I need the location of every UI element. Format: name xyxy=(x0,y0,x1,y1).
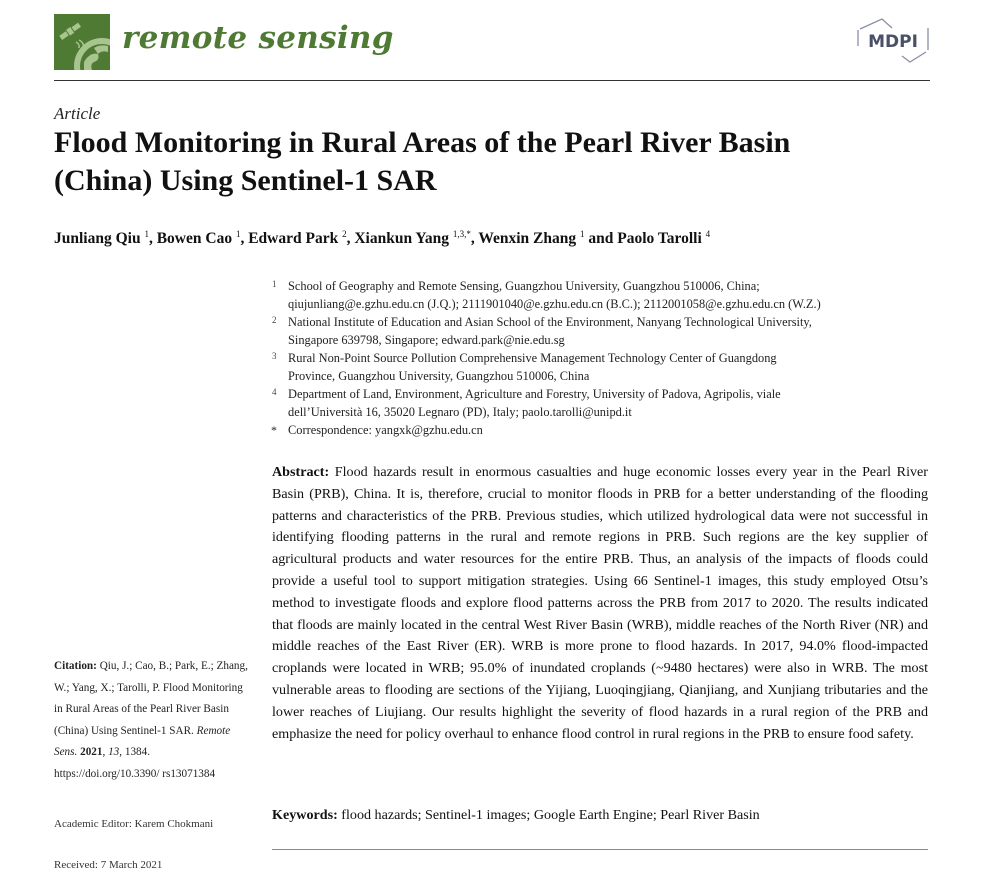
author[interactable]: Bowen Cao $^1$ xyxy=(156,229,241,248)
affiliation-item: 3 Rural Non-Point Source Pollution Comprehensive Management Technology Center of Guangdong Province, Guangzhou University, Guangzhou 510006, China xyxy=(272,351,777,383)
author[interactable]: Wenxin Zhang $^1$ xyxy=(478,229,585,248)
mdpi-logo xyxy=(856,16,930,64)
author[interactable]: Xiankun Yang $^{1,3,*}$ xyxy=(354,229,471,248)
citation: Citation: Qiu, J.; Cao, B.; Park, E.; Zhang, W.; Yang, X.; Tarolli, P. Flood Monitoring in Rural Areas of the Pearl River Basin (China) Using Sentinel-1 SAR. Remote Sens. 2021, 13, 1384. https://doi.org/10.3390/ rs13071384 xyxy=(54,660,248,780)
svg-text:MDPI: MDPI xyxy=(868,32,918,52)
affiliation-emails[interactable]: Singapore 639798, Singapore; edward.park@nie.edu.sg xyxy=(288,333,565,347)
keywords xyxy=(272,807,928,824)
affiliation-item: 2 National Institute of Education and Asian School of the Environment, Nanyang Technological University, Singapore 639798, Singapore; edward.park@nie.edu.sg xyxy=(270,313,930,349)
author[interactable]: Edward Park $^2$ xyxy=(248,229,347,248)
affiliation-item: 1 School of Geography and Remote Sensing, Guangzhou University, Guangzhou 510006, China; qiujunliang@e.gzhu.edu.cn (J.Q.); 2111901040@e.gzhu.edu.cn (B.C.); 2112001058@e.gzhu.edu.cn (W.Z.) xyxy=(270,277,930,313)
author[interactable]: Paolo Tarolli $^4$ xyxy=(617,229,711,248)
mdpi-hexagon-icon xyxy=(856,16,930,64)
affiliations xyxy=(270,277,930,439)
academic-editor: Academic Editor: Karem Chokmani xyxy=(54,818,214,830)
title-line-1: Flood Monitoring in Rural Areas of the Pearl River Basin xyxy=(54,126,791,159)
keywords-label: Keywords: xyxy=(272,807,338,823)
abstract-text: Flood hazards result in enormous casualties and huge economic losses every year in the Pearl River Basin (PRB), China. It is, therefore, crucial to monitor floods in PRB for a better understanding of the flooding patterns and characteristics of the PRB. Previous studies, which utilized hydrological data were not successful in identifying flooding patterns in the rural and remote regions in PRB. Such regions are the key supplier of agricultural products and water resources for the entire PRB. Thus, an analysis of the impacts of floods could provide a useful tool to support mitigation strategies. Using 66 Sentinel-1 images, this study employed Otsu’s method to investigate floods and explore flood patterns across the PRB from 2017 to 2020. The results indicated that floods are mainly located in the central West River Basin (WRB), middle reaches of the North River (NR) and middle reaches of the East River (ER). WRB is more prone to flood hazards. In 2017, 94.0% flood-impacted croplands were located in WRB; 95.0% of inundated croplands (~9480 hectares) were also in WRB. The most vulnerable areas to flooding are sections of the Yijiang, Luoqingjiang, Qianjiang, and Xunjiang tributaries and the lower reaches of Liujiang. Our results highlight the severity of flood hazards in a rural region of the PRB and emphasize the need for policy overhaul to enhance flood control in rural regions in the PRB to ensure food safety. xyxy=(272,464,928,742)
abstract-label: Abstract: xyxy=(272,464,330,480)
affiliation-item: 4 Department of Land, Environment, Agriculture and Forestry, University of Padova, Agripolis, viale dell’Università 16, 35020 Legnaro (PD), Italy; paolo.tarolli@unipd.it xyxy=(270,385,930,421)
journal-header xyxy=(0,0,982,82)
section-divider xyxy=(272,849,928,850)
received-date: Received: 7 March 2021 xyxy=(54,859,163,871)
title-line-2: (China) Using Sentinel-1 SAR xyxy=(54,164,437,197)
paper-title xyxy=(54,124,914,200)
abstract xyxy=(272,462,928,745)
journal-name: remote sensing xyxy=(122,20,394,56)
author-list: Junliang Qiu $^1$, Bowen Cao $^1$, Edward Park $^2$, Xiankun Yang $^{1,3,*}$, Wenxin Zhang $^1$ and Paolo Tarolli $^4$ xyxy=(54,229,711,248)
article-type: Article xyxy=(54,104,101,123)
correspondence-email[interactable]: Correspondence: yangxk@gzhu.edu.cn xyxy=(288,423,483,437)
affiliation-emails[interactable]: dell’Università 16, 35020 Legnaro (PD), Italy; paolo.tarolli@unipd.it xyxy=(288,405,632,419)
header-divider xyxy=(54,80,930,81)
author[interactable]: Junliang Qiu $^1$ xyxy=(54,229,149,248)
keywords-text: flood hazards; Sentinel-1 images; Google Earth Engine; Pearl River Basin xyxy=(337,807,760,823)
remote-sensing-logo-icon xyxy=(54,14,110,70)
correspondence: * Correspondence: yangxk@gzhu.edu.cn xyxy=(270,421,930,439)
doi-link[interactable]: , 1384. https://doi.org/10.3390/ rs13071384 xyxy=(54,746,216,780)
affiliation-emails[interactable]: qiujunliang@e.gzhu.edu.cn (J.Q.); 2111901040@e.gzhu.edu.cn (B.C.); 2112001058@e.gzhu.edu.cn (W.Z.) xyxy=(288,297,821,311)
